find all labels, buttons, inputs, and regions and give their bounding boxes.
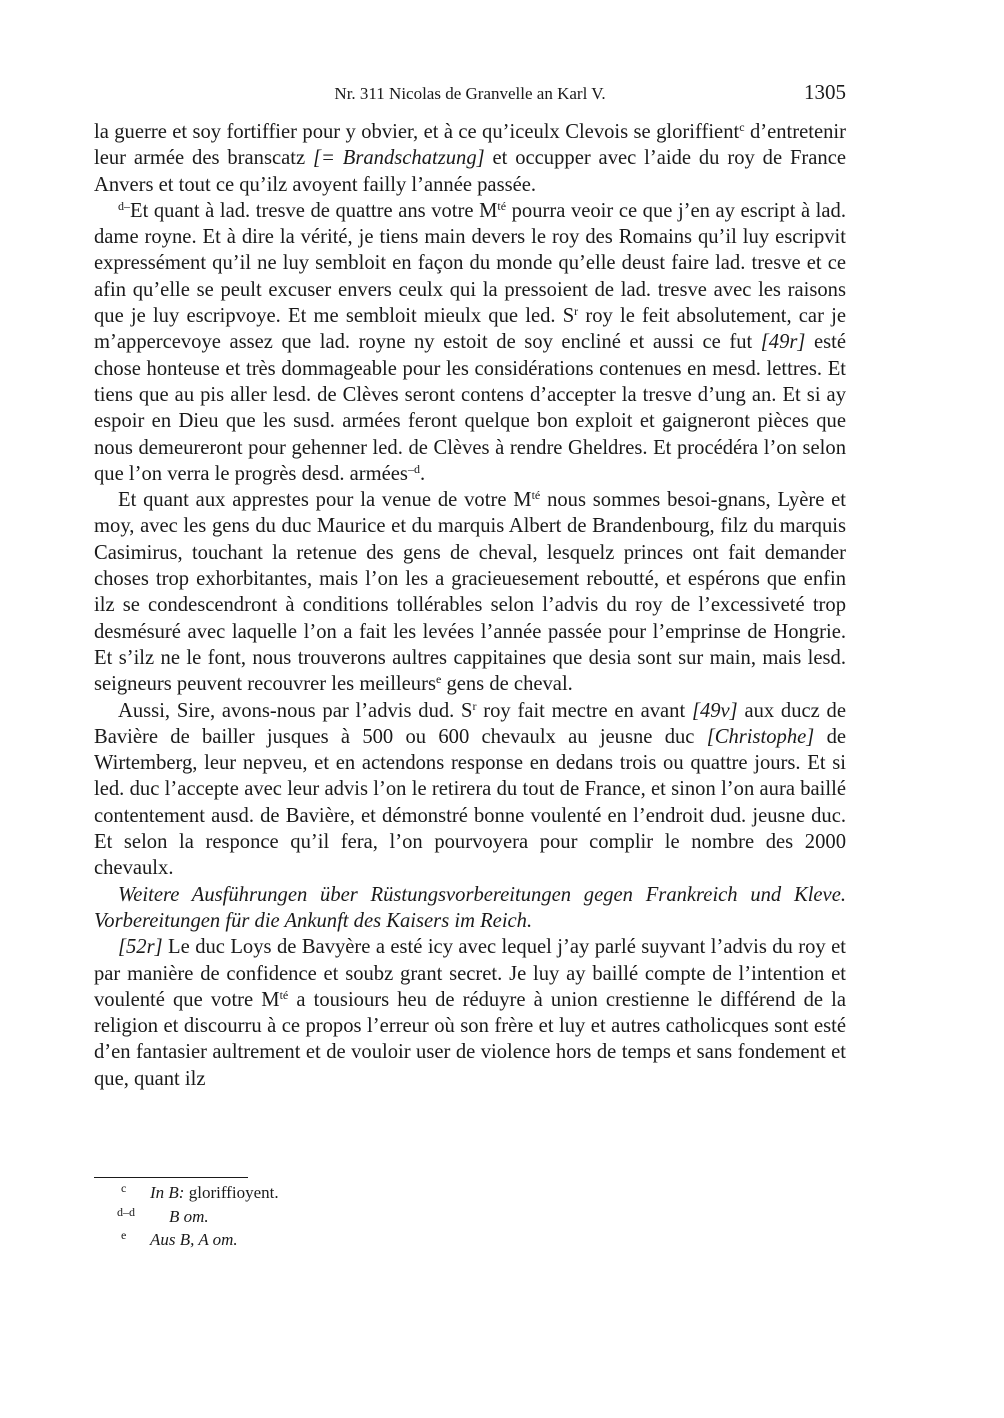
footnote-italic: B om. [169,1206,209,1226]
abbreviation-superscript: r [472,698,477,713]
footnote-plain: gloriffioyent. [184,1183,279,1202]
text-run: a tousiours heu de réduyre à union crestienne le différend de la religion et discourru à ce propos l’erreur où son frère et luy et autres catholicques sont esté d’en fantasier aultrement et de vouloir user de violence hors de temps et sans fondement et que, quant ilz [94,988,847,1090]
page-number: 1305 [804,80,846,104]
text-run: aux ducz de Bavière de bailler jusques à 500 ou 600 chevaulx au jeusne duc [94,699,846,748]
abbreviation-superscript: té [279,987,289,1002]
footnote-text [150,1181,279,1205]
footnote-text [150,1228,238,1252]
footnote-mark: e [121,1228,127,1242]
abbreviation-superscript: r [574,304,579,319]
text-run: d’entretenir leur armée des branscatz [94,121,846,170]
footnote-e [94,1228,846,1252]
footnote-c [94,1181,846,1205]
paragraph-5 [94,934,846,1092]
text-run: roy fait mectre en avant [476,699,692,722]
footnote-mark: d–d [117,1204,135,1219]
paragraph-3 [94,487,846,697]
editorial-summary: Weitere Ausführungen über Rüstungsvorbereitungen gegen Frankreich und Kleve. Vorbereitungen für die Ankunft des Kaisers im Reich. [94,883,846,932]
footnote-d [94,1205,846,1229]
folio-marker: [49r] [760,331,806,354]
text-run: de Wirtemberg, leur nepveu, et en actendons response en dedans trois ou quattre jours. Et si led. duc l’accepte avec leur advis l’on le retirera du tout de France, et sinon l’on aura baillé contentement ausd. de Bavière, et démonstré bonne voulenté en l’endroit dud. jeusne duc. Et selon la responce qu’il fera, l’on pourvoyera pour complir le nombre des 2000 chevaulx. [94,725,847,880]
footnote-italic: In B: [150,1183,185,1202]
footnote-ref: c [739,120,745,134]
text-run: gens de cheval. [441,673,573,696]
footnote-italic: Aus B, A om. [150,1230,238,1249]
footnotes [94,1181,846,1252]
text-run: Le duc Loys de Bavyère a esté icy avec lequel j’ay parlé suyvant l’advis du roy et par manière de confidence et soubz grant secret. Je luy ay baillé compte de l’intention et voulenté que votre M [94,936,846,1011]
text-run: roy le feit absolutement, car je m’appercevoye assez que lad. royne ny estoit de soy encliné et aussi ce fut [94,305,846,354]
paragraph-1 [94,119,846,198]
text-run: Et quant à lad. tresve de quattre ans votre M [130,199,498,222]
footnote-ref: d– [118,198,130,213]
abbreviation-superscript: té [497,198,507,213]
text-run: nous sommes besoi-gnans, Lyère et moy, avec les gens du duc Maurice et du marquis Albert de Brandenbourg, filz du marquis Casimirus, touchant la retenue des gens de cheval, lesquelz princes ont fait demander choses trop exhorbitantes, mais l’on les a gracieuesement reboutté, et espérons que enfin ilz se condescendront à conditions tollérables selon l’advis du roy de l’excessiveté trop desmésuré avec laquelle l’on a fait les levées l’année passée pour l’emprinse de Hongrie. Et s’ilz ne le font, nous trouverons aultres cappitaines que desia sont sur main, mais lesd. seigneurs peuvent recouvrer les meilleurs [94,489,847,696]
text-run: esté chose honteuse et très dommageable pour les considérations contenues en mesd. lettres. Et tiens que au pis aller lesd. de Clèves seront contens d’accepter la tresve d’ung an. Et si ay espoir en Dieu que les susd. armées feront quelque bon exploit et gaigneront pièces que nous demeureront pour gehenner led. de Clèves à rendre Gheldres. Et procédéra l’on selon que l’on verra le progrès desd. armées [94,331,846,485]
running-header [94,80,846,110]
footnote-text [169,1205,209,1229]
paragraph-2 [94,198,846,487]
text-run: pourra veoir ce que j’en ay escript à lad. dame royne. Et à dire la vérité, je tiens main devers le roy des Romains qu’il luy escripvit expressément qu’il ne luy sembloit en façon du monde qu’elle deust faire lad. tresve et ce afin qu’elle se peult excuser envers ceulx qui la pressoient de lad. tresve avec les raisons que je luy escripvoye. Et me sembloit mieulx que led. S [94,199,846,328]
abbreviation-superscript: té [531,488,541,503]
editorial-note: [Christophe] [706,725,815,748]
main-text [94,119,846,1092]
text-run: . [419,462,426,485]
text-run: Aussi, Sire, avons-nous par l’advis dud. S [118,699,473,722]
running-title: Nr. 311 Nicolas de Granvelle an Karl V. [334,84,606,103]
footnote-mark: c [121,1181,127,1195]
paragraph-4 [94,698,846,882]
footnote-divider [94,1177,248,1178]
folio-marker: [52r] [118,936,163,959]
text-run: Et quant aux apprestes pour la venue de votre M [118,489,532,512]
text-run: et occupper avec l’aide du roy de France Anvers et tout ce qu’ilz avoyent failly l’année passée. [94,147,846,196]
text-run: la guerre et soy fortiffier pour y obvier, et à ce qu’iceulx Clevois se gloriffient [94,121,740,143]
footnote-ref: –d [407,461,420,476]
folio-marker: [49v] [691,699,738,722]
editorial-note: [= Brandschatzung] [312,147,485,170]
footnote-ref: e [435,672,442,687]
